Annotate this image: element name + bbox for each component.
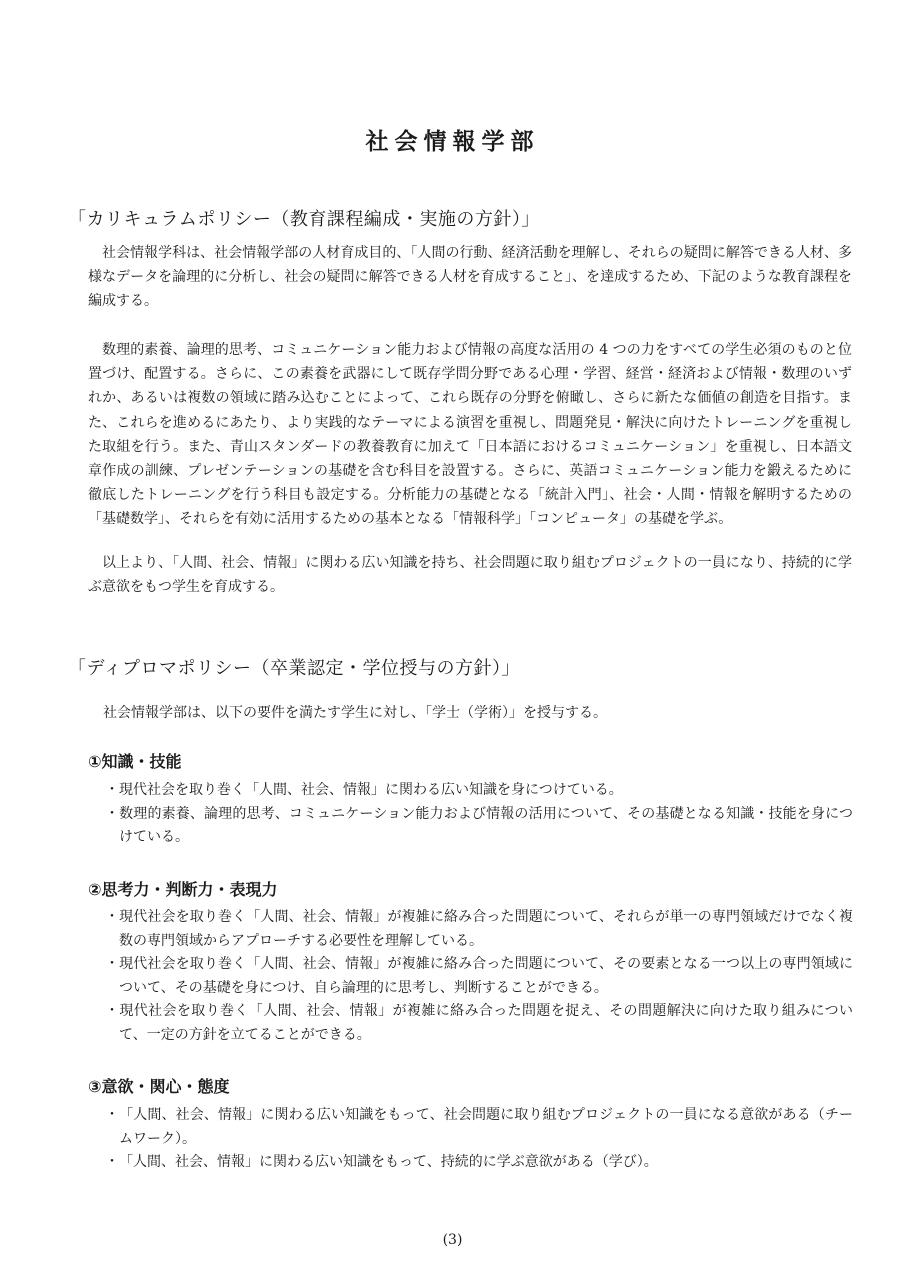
curriculum-paragraph-3: 以上より、「人間、社会、情報」に関わる広い知識を持ち、社会問題に取り組むプロジェクトの一員になり、持続的に学ぶ意欲をもつ学生を育成する。 <box>88 555 852 596</box>
motivation-attitude-heading: ③意欲・関心・態度 <box>88 1077 230 1096</box>
bullet-mark: ・ <box>105 956 119 972</box>
diploma-policy-heading: 「ディプロマポリシー（卒業認定・学位授与の方針）」 <box>68 658 521 679</box>
thinking-judgment-heading: ②思考力・判断力・表現力 <box>88 880 278 899</box>
curriculum-paragraph-1: 社会情報学科は、社会情報学部の人材育成目的、「人間の行動、経済活動を理解し、それらの疑問に解答できる人材、多様なデータを論理的に分析し、社会の疑問に解答できる人材を育成すること」、を達成するため、下記のような教育課程を編成する。 <box>88 245 852 310</box>
bullet-mark: ・ <box>105 1154 119 1170</box>
list-item-text: 現代社会を取り巻く「人間、社会、情報」が複雑に絡み合った問題について、その要素となる一つ以上の専門領域について、その基礎を身につけ、自ら論理的に思考し、判断することができる。 <box>119 956 853 996</box>
list-item <box>105 1104 853 1151</box>
list-item-text: 現代社会を取り巻く「人間、社会、情報」が複雑に絡み合った問題について、それらが単一の専門領域だけでなく複数の専門領域からアプローチする必要性を理解している。 <box>119 909 853 949</box>
knowledge-skills-list <box>105 779 853 850</box>
thinking-judgment-list <box>105 906 853 1047</box>
knowledge-skills-heading: ①知識・技能 <box>88 752 182 771</box>
bullet-mark: ・ <box>105 909 119 925</box>
page-title: 社会情報学部 <box>365 129 540 155</box>
list-item-text: 現代社会を取り巻く「人間、社会、情報」に関わる広い知識を身につけている。 <box>119 782 623 798</box>
curriculum-policy-heading: 「カリキュラムポリシー（教育課程編成・実施の方針）」 <box>68 209 540 230</box>
bullet-mark: ・ <box>105 1107 119 1123</box>
list-item-text: 数理的素養、論理的思考、コミュニケーション能力および情報の活用について、その基礎となる知識・技能を身につけている。 <box>119 805 853 845</box>
list-item <box>105 953 853 1000</box>
list-item <box>105 779 853 803</box>
list-item-text: 「人間、社会、情報」に関わる広い知識をもって、社会問題に取り組むプロジェクトの一員になる意欲がある（チームワーク）。 <box>119 1107 853 1147</box>
list-item <box>105 1151 853 1175</box>
bullet-mark: ・ <box>105 782 119 798</box>
motivation-attitude-list <box>105 1104 853 1175</box>
diploma-intro: 社会情報学部は、以下の要件を満たす学生に対し、「学士（学術）」を授与する。 <box>103 705 607 721</box>
list-item <box>105 803 853 850</box>
list-item <box>105 906 853 953</box>
list-item-text: 現代社会を取り巻く「人間、社会、情報」が複雑に絡み合った問題を捉え、その問題解決に向けた取り組みについて、一定の方針を立てることができる。 <box>119 1003 853 1043</box>
page-number: (3) <box>442 1232 463 1248</box>
list-item-text: 「人間、社会、情報」に関わる広い知識をもって、持続的に学ぶ意欲がある（学び）。 <box>119 1154 658 1170</box>
bullet-mark: ・ <box>105 805 119 822</box>
bullet-mark: ・ <box>105 1003 119 1019</box>
list-item <box>105 1000 853 1047</box>
curriculum-paragraph-2: 数理的素養、論理的思考、コミュニケーション能力および情報の高度な活用の 4 つの力をすべての学生必須のものと位置づけ、配置する。さらに、この素養を武器にして既存学問分野である心理・学習、経営・経済および情報・数理のいずれか、あるいは複数の領域に踏み込むことによって、これら既存の分野を俯瞰し、さらに新たな価値の創造を目指す。また、これらを進めるにあたり、より実践的なテーマによる演習を重視し、問題発見・解決に向けたトレーニングを重視した取組を行う。また、青山スタンダードの教養教育に加えて「日本語におけるコミュニケーション」を重視し、日本語文章作成の訓練、プレゼンテーションの基礎を含む科目を設置する。さらに、英語コミュニケーション能力を鍛えるために徹底したトレーニングを行う科目も設定する。分析能力の基礎となる「統計入門」、社会・人間・情報を解明するための「基礎数学」、それらを有効に活用するための基本となる「情報科学」「コンピュータ」の基礎を学ぶ。 <box>88 342 852 528</box>
